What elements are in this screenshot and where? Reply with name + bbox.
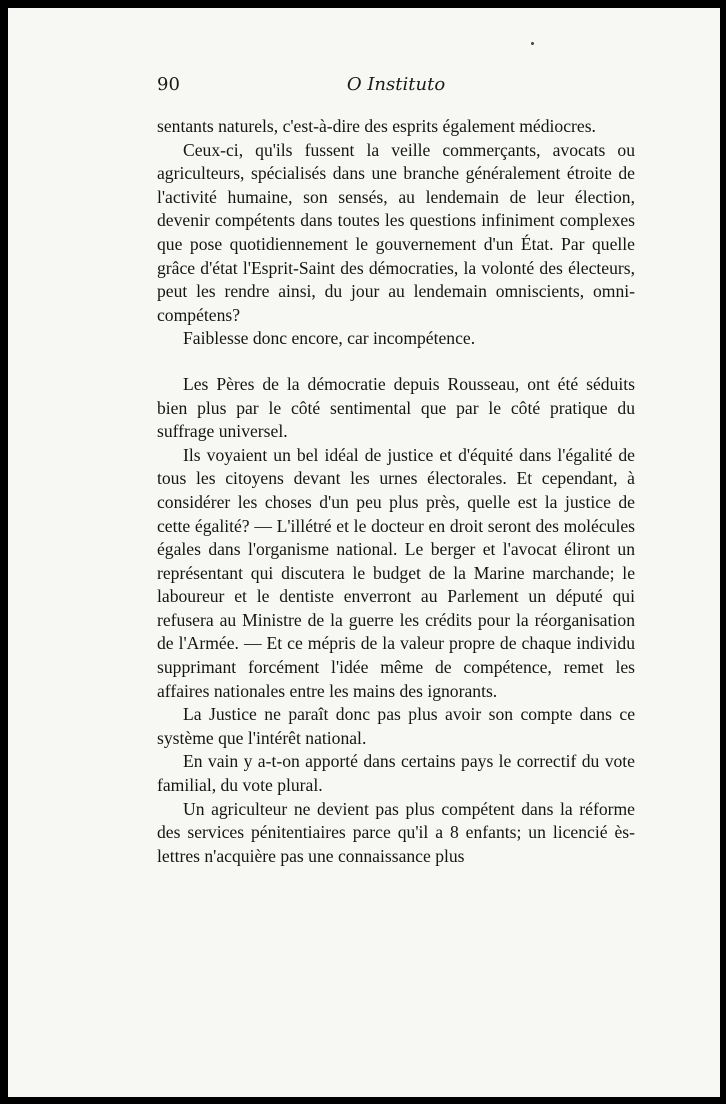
page-content (157, 74, 635, 868)
paragraph: Un agriculteur ne devient pas plus compétent dans la réforme des services pénitentiaires parce qu'il a 8 enfants; un licencié ès-lettres n'acquière pas une connaissance plus (157, 798, 635, 866)
paragraph: Ils voyaient un bel idéal de justice et d'équité dans l'égalité de tous les citoyens devant les urnes électorales. Et cependant, à considérer les choses d'un peu plus près, quelle est la justice de cette égalité? — L'illétré et le docteur en droit seront des molécules égales dans l'organisme national. Le berger et l'avocat éliront un représentant qui discutera le budget de la Marine marchande; le laboureur et le dentiste enverront au Parlement un député qui refusera au Ministre de la guerre les crédits pour la réorganisation de l'Armée. — Et ce mépris de la valeur propre de chaque individu supprimant forcément l'idée même de compétence, remet les affaires nationales entre les mains des ignorants. (157, 444, 635, 701)
paragraph: La Justice ne paraît donc pas plus avoir son compte dans ce système que l'intérêt national. (157, 704, 635, 748)
paragraph: Ceux-ci, qu'ils fussent la veille commerçants, avocats ou agriculteurs, spécialisés dans une branche généralement étroite de l'activité humaine, son sensés, au lendemain de leur élection, devenir compétents dans toutes les questions infiniment complexes que pose quotidiennement le gouvernement d'un État. Par quelle grâce d'état l'Esprit-Saint des démocraties, la volonté des électeurs, peut les rendre ainsi, du jour au lendemain omniscients, omni-compétens? (157, 139, 635, 325)
journal-title: O Instituto (346, 74, 446, 95)
paragraph: Faiblesse donc encore, car incompétence. (183, 328, 476, 349)
ink-speck (531, 42, 534, 45)
body-text (157, 115, 635, 868)
page-number: 90 (157, 74, 180, 95)
scanned-page (8, 8, 720, 1097)
paragraph: En vain y a-t-on apporté dans certains pays le correctif du vote familial, du vote plural. (157, 751, 635, 796)
paragraph-continuation: sentants naturels, c'est-à-dire des esprits également médiocres. (157, 116, 596, 136)
running-head (157, 74, 635, 104)
paragraph-section-start: Les Pères de la démocratie depuis Rousseau, ont été séduits bien plus par le côté sentimental que par le côté pratique du suffrage universel. (157, 373, 635, 442)
